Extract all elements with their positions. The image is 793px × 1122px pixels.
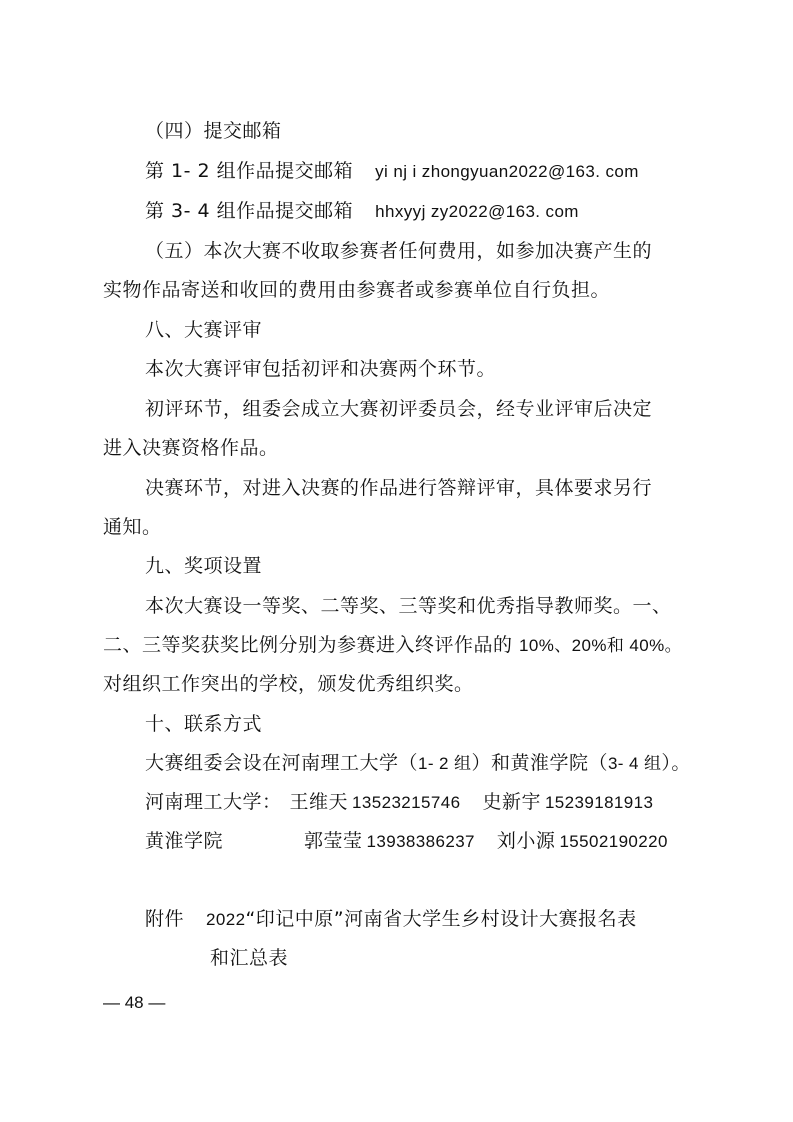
section-5-line-1: （五）本次大赛不收取参赛者任何费用，如参加决赛产生的 [145, 240, 653, 262]
contact-org: 黄淮学院 [145, 830, 224, 852]
email-row-group-3-4 [145, 199, 579, 224]
group-range-3-4: 3- 4 组 [607, 754, 662, 773]
section-8-paragraph-1: 本次大赛评审包括初评和决赛两个环节。 [145, 358, 497, 380]
email-address: yi nj i zhongyuan2022@163. com [375, 162, 639, 181]
contact-org: 河南理工大学： [145, 791, 282, 813]
contact-row-huanghuai [145, 829, 668, 854]
closing-punctuation: ）。 [661, 752, 691, 774]
attachment-label: 附件 [145, 908, 185, 930]
award-ratio-text: 二、三等奖获奖比例分别为参赛进入终评作品的 [103, 634, 520, 656]
section-8-paragraph-2-line-2: 进入决赛资格作品。 [103, 437, 279, 459]
section-4-heading: （四）提交邮箱 [145, 120, 282, 142]
group-range-1-2: 1- 2 组 [418, 754, 472, 773]
committee-location-text-2: ）和黄淮学院（ [471, 752, 608, 774]
page-number: — 48 — [103, 993, 166, 1012]
contact-phone: 13523215746 [352, 793, 461, 812]
contact-row-henan-polytechnic [145, 790, 653, 815]
contact-phone: 13938386237 [366, 832, 475, 851]
email-label: 第 1- 2 组作品提交邮箱 [145, 160, 354, 182]
attachment-year: 2022 [206, 910, 246, 929]
contact-name: 王维天 [289, 791, 349, 813]
attachment-line-2: 和汇总表 [210, 947, 289, 969]
section-5-line-2: 实物作品寄送和收回的费用由参赛者或参赛单位自行负担。 [103, 279, 611, 301]
section-9-line-3: 对组织工作突出的学校，颁发优秀组织奖。 [103, 673, 474, 695]
section-8-paragraph-3-line-1: 决赛环节，对进入决赛的作品进行答辩评审，具体要求另行 [145, 477, 653, 499]
award-ratio-values: 10%、20%和 40%。 [519, 636, 683, 655]
section-9-heading: 九、奖项设置 [145, 555, 263, 577]
section-8-heading: 八、大赛评审 [145, 319, 263, 341]
contact-name: 刘小源 [496, 830, 556, 852]
contact-name: 史新宇 [482, 791, 541, 813]
contact-phone: 15502190220 [559, 832, 668, 851]
email-label: 第 3- 4 组作品提交邮箱 [145, 200, 354, 222]
section-9-line-2 [103, 633, 682, 658]
section-10-line-1 [145, 751, 691, 776]
attachment-title: “印记中原”河南省大学生乡村设计大赛报名表 [245, 908, 637, 930]
contact-phone: 15239181913 [544, 793, 654, 812]
section-8-paragraph-3-line-2: 通知。 [103, 516, 162, 538]
attachment-line-1 [145, 907, 637, 932]
section-8-paragraph-2-line-1: 初评环节，组委会成立大赛初评委员会，经专业评审后决定 [145, 398, 653, 420]
committee-location-text: 大赛组委会设在河南理工大学（ [145, 752, 419, 774]
section-9-line-1: 本次大赛设一等奖、二等奖、三等奖和优秀指导教师奖。一、 [145, 595, 672, 617]
contact-name: 郭莹莹 [304, 830, 363, 852]
section-10-heading: 十、联系方式 [145, 713, 263, 735]
email-address: hhxyyj zy2022@163. com [375, 202, 579, 221]
email-row-group-1-2 [145, 159, 639, 184]
